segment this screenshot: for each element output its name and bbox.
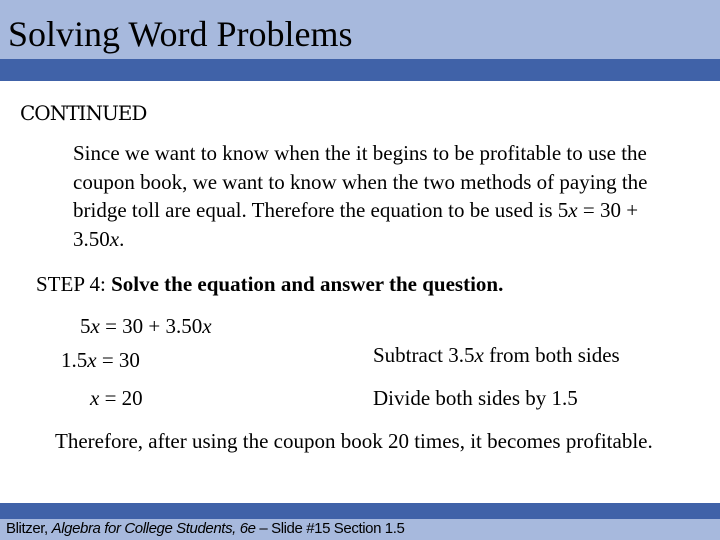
continued-label: CONTINUED: [20, 101, 147, 125]
equation-2: 1.5x = 30: [61, 348, 140, 372]
step-note-1: Subtract 3.5x from both sides: [373, 343, 620, 367]
equation-3: x = 20: [90, 386, 143, 410]
step-heading: STEP 4: Solve the equation and answer the question.: [36, 272, 504, 296]
header-accent-bar: [0, 59, 720, 81]
footer-accent-bar: [0, 503, 720, 519]
slide-title: Solving Word Problems: [8, 14, 353, 54]
conclusion-text: Therefore, after using the coupon book 20 times, it becomes profitable.: [55, 429, 653, 453]
equation-1: 5x = 30 + 3.50x: [80, 314, 212, 338]
intro-paragraph: Since we want to know when the it begins to be profitable to use the coupon book, we want to know when the two methods of paying the bridge toll are equal. Therefore the equation to be used is 5x = 30 + 3.50x.: [73, 141, 648, 251]
footer-citation: Blitzer, Algebra for College Students, 6e – Slide #15 Section 1.5: [6, 520, 405, 537]
step-note-2: Divide both sides by 1.5: [373, 386, 578, 410]
